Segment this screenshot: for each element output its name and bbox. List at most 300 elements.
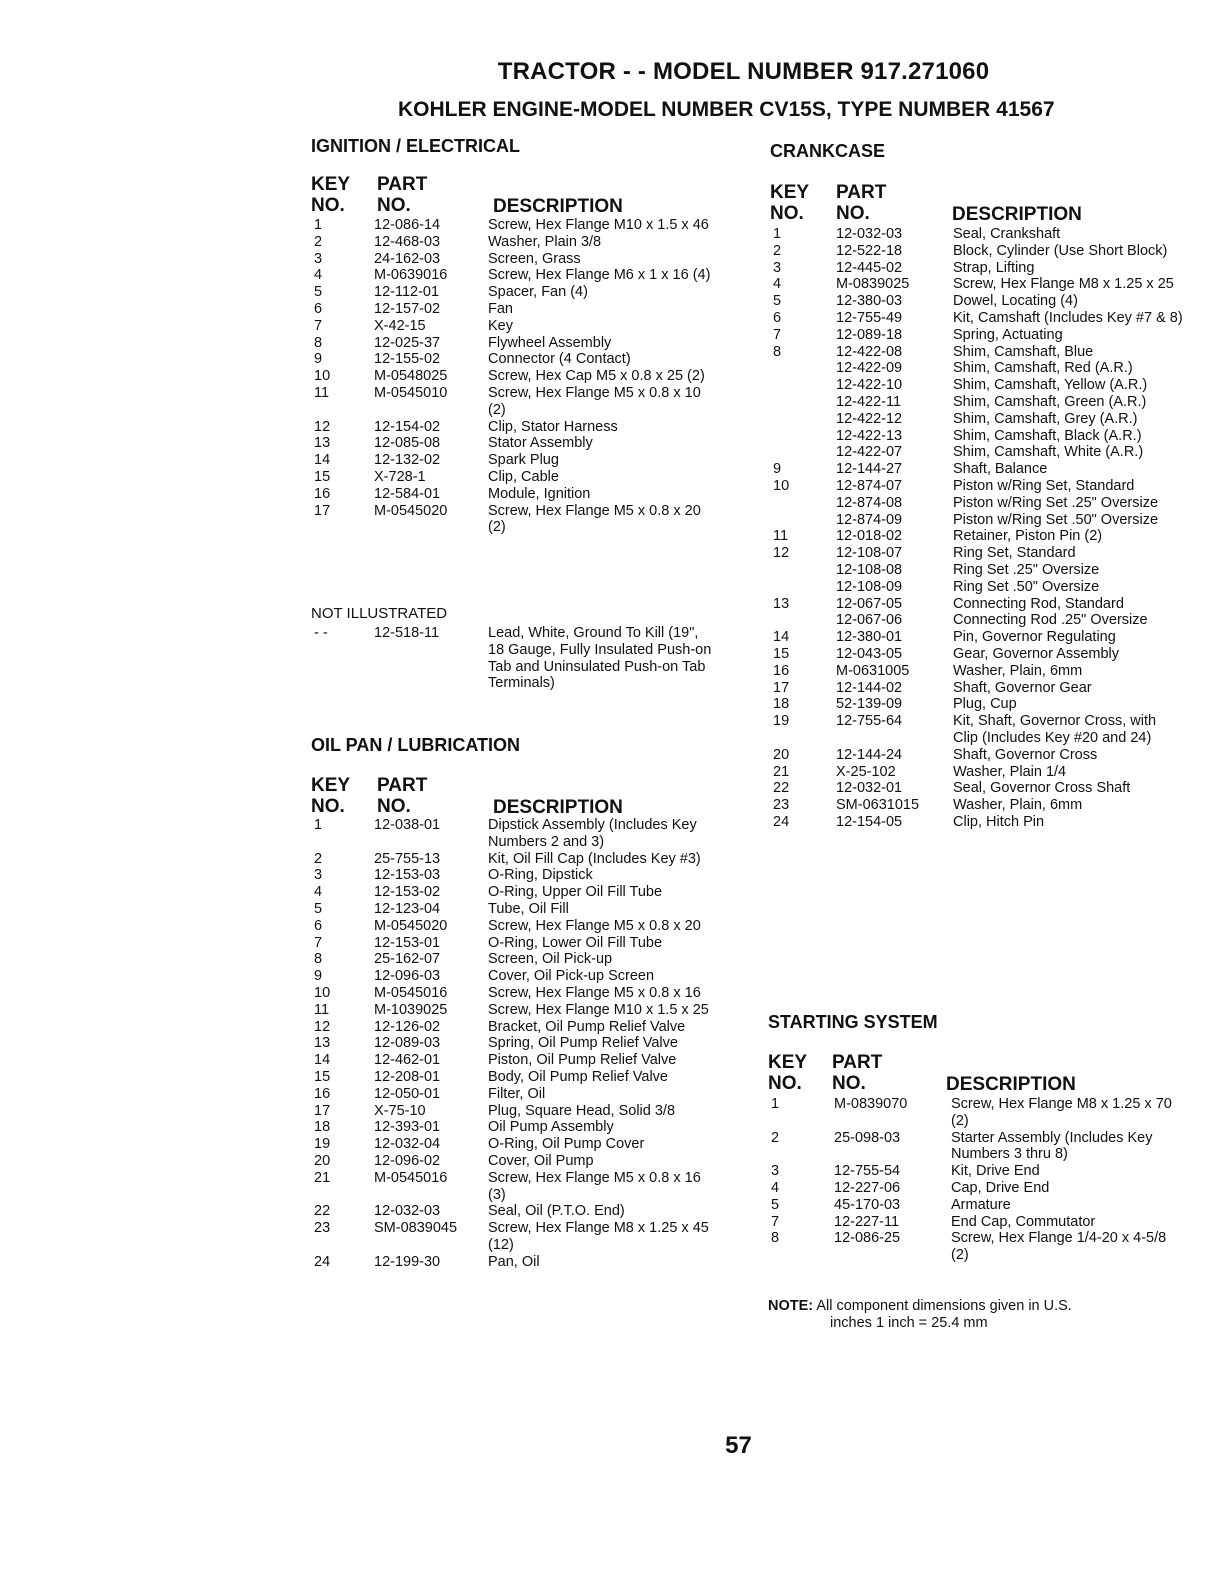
- part-number-cell: 12-144-02: [836, 679, 903, 696]
- part-number-cell: 12-108-08: [836, 561, 903, 578]
- description-cell: Kit, Camshaft (Includes Key #7 & 8): [953, 309, 1183, 326]
- part-number-cell: 12-208-01: [374, 1068, 441, 1085]
- description-cell: Screw, Hex Flange 1/4-20 x 4-5/8 (2): [951, 1230, 1167, 1264]
- part-number-cell: 12-108-07: [836, 545, 903, 562]
- description-cell: Strap, Lifting: [953, 259, 1035, 276]
- table-row: [771, 1096, 1181, 1130]
- part-number-cell: M-0545020: [374, 502, 448, 519]
- part-number-cell: SM-0839045: [374, 1220, 458, 1237]
- key-number-cell: 17: [314, 502, 331, 519]
- key-number-cell: 3: [773, 259, 782, 276]
- page-title: TRACTOR - - MODEL NUMBER 917.271060: [497, 58, 990, 85]
- key-number-cell: 1: [771, 1096, 780, 1112]
- part-number-cell: 12-422-12: [836, 410, 903, 427]
- table-row: [773, 360, 1183, 377]
- table-row: [773, 276, 1183, 293]
- key-header: KEY NO.: [311, 775, 351, 817]
- table-row: [773, 478, 1183, 495]
- key-number-cell: 22: [314, 1203, 331, 1220]
- description-cell: Stator Assembly: [488, 435, 593, 452]
- key-number-cell: 16: [314, 485, 331, 502]
- key-number-cell: 2: [314, 850, 323, 867]
- key-number-cell: [773, 411, 836, 428]
- part-number-cell: 12-038-01: [374, 817, 441, 833]
- description-cell: Dowel, Locating (4): [953, 293, 1078, 310]
- oilpan-parts-table: [314, 817, 714, 1271]
- part-number-cell: 12-123-04: [374, 900, 441, 917]
- part-number-cell: 12-032-03: [374, 1203, 441, 1220]
- part-number-cell: X-75-10: [374, 1102, 426, 1119]
- part-number-cell: 12-155-02: [374, 351, 441, 368]
- part-number-cell: 12-227-06: [834, 1179, 901, 1196]
- description-cell: Pin, Governor Regulating: [953, 629, 1116, 646]
- key-number-cell: 1: [314, 217, 323, 233]
- key-number-cell: 6: [773, 309, 782, 326]
- key-number-cell: 7: [314, 934, 323, 951]
- description-cell: Cover, Oil Pick-up Screen: [488, 968, 655, 985]
- description-cell: Cover, Oil Pump: [488, 1152, 594, 1169]
- table-row: [771, 1130, 1181, 1164]
- key-number-cell: 22: [773, 780, 790, 797]
- table-row: [773, 764, 1183, 781]
- table-row: [771, 1197, 1181, 1214]
- description-cell: Screw, Hex Flange M5 x 0.8 x 10 (2): [488, 384, 701, 418]
- key-number-cell: 24: [773, 813, 790, 830]
- description-cell: Clip, Cable: [488, 468, 559, 485]
- key-number-cell: [773, 512, 836, 529]
- part-number-cell: 12-755-54: [834, 1163, 901, 1180]
- key-number-cell: 6: [314, 300, 323, 317]
- key-number-cell: 14: [314, 1052, 331, 1069]
- description-cell: Kit, Oil Fill Cap (Includes Key #3): [488, 850, 701, 867]
- part-number-cell: M-0545010: [374, 384, 448, 401]
- key-number-cell: 13: [773, 595, 790, 612]
- key-number-cell: 14: [314, 452, 331, 469]
- description-cell: Screw, Hex Flange M10 x 1.5 x 25: [488, 1001, 709, 1018]
- table-row: [773, 310, 1183, 327]
- key-number-cell: 7: [314, 317, 323, 334]
- key-number-cell: 3: [771, 1163, 780, 1180]
- table-row: [314, 1153, 714, 1170]
- key-number-cell: [773, 394, 836, 411]
- key-number-cell: 13: [314, 435, 331, 452]
- part-number-cell: 24-162-03: [374, 250, 441, 267]
- table-row: [773, 226, 1183, 243]
- part-number-cell: 12-086-14: [374, 217, 441, 233]
- key-number-cell: 20: [773, 746, 790, 763]
- part-number-cell: 12-154-05: [836, 813, 903, 830]
- part-number-cell: 12-085-08: [374, 435, 441, 452]
- table-row: [314, 625, 714, 692]
- description-cell: Kit, Drive End: [951, 1163, 1040, 1180]
- part-number-cell: X-42-15: [374, 317, 426, 334]
- part-number-cell: 25-162-07: [374, 951, 441, 968]
- table-row: [773, 243, 1183, 260]
- table-row: [773, 596, 1183, 613]
- table-row: [314, 301, 714, 318]
- key-number-cell: 4: [771, 1179, 780, 1196]
- part-number-cell: 12-089-18: [836, 326, 903, 343]
- part-number-cell: 12-043-05: [836, 645, 903, 662]
- part-number-cell: 12-089-03: [374, 1035, 441, 1052]
- key-number-cell: [773, 377, 836, 394]
- description-cell: Shaft, Balance: [953, 461, 1048, 478]
- description-cell: Piston w/Ring Set .50" Oversize: [953, 511, 1159, 528]
- description-cell: Screw, Hex Flange M5 x 0.8 x 20 (2): [488, 502, 701, 536]
- description-cell: Screw, Hex Flange M8 x 1.25 x 25: [953, 276, 1174, 293]
- table-row: [314, 1136, 714, 1153]
- table-row: [773, 747, 1183, 764]
- key-number-cell: 3: [314, 867, 323, 884]
- key-number-cell: 21: [314, 1169, 331, 1186]
- key-number-cell: 5: [314, 284, 323, 301]
- part-number-cell: M-0545016: [374, 984, 448, 1001]
- part-number-cell: M-0839025: [836, 276, 910, 293]
- part-number-cell: 12-422-10: [836, 377, 903, 394]
- key-number-cell: 4: [773, 276, 782, 293]
- key-number-cell: 11: [314, 1001, 330, 1018]
- key-number-cell: [773, 428, 836, 445]
- key-number-cell: - -: [314, 625, 328, 641]
- not-illustrated-table: [314, 625, 714, 692]
- description-cell: Ring Set, Standard: [953, 545, 1076, 562]
- description-cell: Shaft, Governor Cross: [953, 746, 1098, 763]
- starting-parts-table: [771, 1096, 1181, 1264]
- section-title-oilpan: OIL PAN / LUBRICATION: [311, 735, 520, 755]
- key-number-cell: 20: [314, 1152, 331, 1169]
- description-cell: Screw, Hex Flange M5 x 0.8 x 16 (3): [488, 1169, 701, 1203]
- table-row: [314, 351, 714, 368]
- key-number-cell: 10: [314, 984, 331, 1001]
- part-header: PART NO.: [832, 1052, 883, 1094]
- key-number-cell: 19: [314, 1136, 331, 1153]
- description-cell: End Cap, Commutator: [951, 1213, 1096, 1230]
- key-number-cell: 12: [314, 1018, 331, 1035]
- part-header: PART NO.: [377, 775, 428, 817]
- description-cell: O-Ring, Lower Oil Fill Tube: [488, 934, 663, 951]
- description-cell: Piston w/Ring Set, Standard: [953, 477, 1135, 494]
- part-number-cell: 12-380-03: [836, 293, 903, 310]
- table-row: [314, 884, 714, 901]
- part-number-cell: 12-096-02: [374, 1152, 441, 1169]
- description-cell: Screw, Hex Flange M5 x 0.8 x 20: [488, 917, 701, 934]
- table-row: [773, 663, 1183, 680]
- description-cell: Body, Oil Pump Relief Valve: [488, 1068, 668, 1085]
- part-number-cell: 12-112-01: [374, 284, 440, 301]
- description-cell: Washer, Plain, 6mm: [953, 797, 1083, 814]
- table-row: [773, 780, 1183, 797]
- table-row: [314, 951, 714, 968]
- key-number-cell: 5: [314, 900, 323, 917]
- key-number-cell: 21: [773, 763, 790, 780]
- table-row: [773, 344, 1183, 361]
- description-header: DESCRIPTION: [493, 196, 623, 217]
- description-cell: Shim, Camshaft, Yellow (A.R.): [953, 377, 1148, 394]
- part-number-cell: 12-422-13: [836, 427, 903, 444]
- part-number-cell: 12-755-64: [836, 713, 903, 730]
- part-number-cell: 12-422-08: [836, 343, 903, 360]
- table-row: [314, 901, 714, 918]
- part-number-cell: 12-380-01: [836, 629, 903, 646]
- section-title-crankcase: CRANKCASE: [770, 141, 886, 161]
- part-number-cell: SM-0631015: [836, 797, 920, 814]
- part-number-cell: 12-422-09: [836, 360, 903, 377]
- part-number-cell: M-0631005: [836, 662, 910, 679]
- key-number-cell: 9: [314, 968, 323, 985]
- table-row: [771, 1180, 1181, 1197]
- part-number-cell: 12-050-01: [374, 1085, 441, 1102]
- description-cell: Screw, Hex Flange M8 x 1.25 x 70 (2): [951, 1096, 1172, 1129]
- description-cell: Plug, Square Head, Solid 3/8: [488, 1102, 676, 1119]
- key-number-cell: [773, 579, 836, 596]
- table-row: [314, 1002, 714, 1019]
- crankcase-parts-table: [773, 226, 1183, 831]
- key-number-cell: 10: [314, 368, 331, 385]
- part-number-cell: X-728-1: [374, 468, 426, 485]
- key-number-cell: 16: [773, 662, 790, 679]
- table-row: [771, 1214, 1181, 1231]
- description-cell: Spacer, Fan (4): [488, 284, 588, 301]
- key-number-cell: [773, 360, 836, 377]
- description-cell: Clip, Stator Harness: [488, 418, 618, 435]
- part-number-cell: 12-096-03: [374, 968, 441, 985]
- table-row: [773, 680, 1183, 697]
- key-number-cell: 17: [314, 1102, 331, 1119]
- description-cell: Key: [488, 317, 513, 334]
- table-row: [314, 1086, 714, 1103]
- table-row: [314, 1119, 714, 1136]
- key-number-cell: 16: [314, 1085, 331, 1102]
- description-cell: Shim, Camshaft, Green (A.R.): [953, 393, 1147, 410]
- part-number-cell: 12-144-24: [836, 746, 903, 763]
- description-cell: Piston, Oil Pump Relief Valve: [488, 1052, 677, 1069]
- description-cell: Bracket, Oil Pump Relief Valve: [488, 1018, 686, 1035]
- table-row: [314, 918, 714, 935]
- table-row: [773, 562, 1183, 579]
- note-label: NOTE:: [768, 1298, 814, 1314]
- key-number-cell: 2: [773, 242, 782, 259]
- table-row: [314, 368, 714, 385]
- key-number-cell: [773, 495, 836, 512]
- part-number-cell: 12-132-02: [374, 452, 441, 469]
- table-row: [773, 579, 1183, 596]
- table-row: [314, 1220, 714, 1254]
- part-number-cell: 12-393-01: [374, 1119, 441, 1136]
- table-row: [773, 377, 1183, 394]
- part-number-cell: 12-153-03: [374, 867, 441, 884]
- part-number-cell: 12-032-03: [836, 226, 903, 242]
- table-row: [773, 528, 1183, 545]
- description-cell: Lead, White, Ground To Kill (19", 18 Gauge, Fully Insulated Push-on Tab and Uninsulated Push-on Tab Terminals): [488, 625, 712, 692]
- table-row: [314, 1052, 714, 1069]
- description-cell: Washer, Plain 1/4: [953, 763, 1067, 780]
- part-number-cell: M-1039025: [374, 1001, 448, 1018]
- part-number-cell: 12-422-11: [836, 393, 902, 410]
- part-number-cell: 12-126-02: [374, 1018, 441, 1035]
- table-row: [314, 452, 714, 469]
- table-row: [773, 327, 1183, 344]
- description-cell: Flywheel Assembly: [488, 334, 612, 351]
- table-row: [314, 419, 714, 436]
- table-row: [314, 985, 714, 1002]
- description-cell: Shim, Camshaft, White (A.R.): [953, 444, 1144, 461]
- part-number-cell: 45-170-03: [834, 1196, 901, 1213]
- key-number-cell: 11: [773, 528, 789, 545]
- table-row: [773, 293, 1183, 310]
- description-cell: Fan: [488, 300, 513, 317]
- key-number-cell: 8: [771, 1230, 780, 1247]
- description-cell: O-Ring, Upper Oil Fill Tube: [488, 884, 663, 901]
- description-cell: Plug, Cup: [953, 696, 1017, 713]
- description-cell: Seal, Oil (P.T.O. End): [488, 1203, 625, 1220]
- description-cell: Seal, Crankshaft: [953, 226, 1061, 242]
- key-number-cell: 12: [314, 418, 331, 435]
- table-row: [314, 935, 714, 952]
- part-number-cell: 12-025-37: [374, 334, 441, 351]
- description-cell: Dipstick Assembly (Includes Key Numbers 2 and 3): [488, 817, 697, 850]
- key-number-cell: 7: [773, 326, 782, 343]
- table-row: [314, 486, 714, 503]
- table-row: [773, 512, 1183, 529]
- key-number-cell: 13: [314, 1035, 331, 1052]
- table-row: [314, 1069, 714, 1086]
- description-cell: Cap, Drive End: [951, 1179, 1050, 1196]
- key-number-cell: 9: [773, 461, 782, 478]
- table-row: [773, 428, 1183, 445]
- description-cell: Oil Pump Assembly: [488, 1119, 614, 1136]
- table-row: [314, 335, 714, 352]
- table-row: [773, 646, 1183, 663]
- part-number-cell: 52-139-09: [836, 696, 903, 713]
- key-number-cell: 15: [314, 468, 331, 485]
- description-header: DESCRIPTION: [952, 204, 1082, 225]
- table-row: [314, 251, 714, 268]
- key-number-cell: 17: [773, 679, 790, 696]
- description-cell: Gear, Governor Assembly: [953, 645, 1120, 662]
- table-row: [314, 1203, 714, 1220]
- part-number-cell: 25-755-13: [374, 850, 441, 867]
- part-number-cell: 12-755-49: [836, 309, 903, 326]
- table-row: [314, 385, 714, 419]
- part-number-cell: 12-518-11: [374, 625, 440, 641]
- part-number-cell: 12-067-05: [836, 595, 903, 612]
- table-row: [773, 545, 1183, 562]
- engine-subtitle: KOHLER ENGINE-MODEL NUMBER CV15S, TYPE NUMBER 41567: [398, 98, 1055, 121]
- key-number-cell: [773, 612, 836, 629]
- description-cell: Screw, Hex Cap M5 x 0.8 x 25 (2): [488, 368, 705, 385]
- description-cell: Piston w/Ring Set .25" Oversize: [953, 494, 1159, 511]
- key-number-cell: 8: [314, 334, 323, 351]
- part-number-cell: 25-098-03: [834, 1129, 901, 1146]
- table-row: [314, 1019, 714, 1036]
- description-header: DESCRIPTION: [946, 1074, 1076, 1095]
- part-number-cell: M-0639016: [374, 267, 448, 284]
- key-number-cell: 3: [314, 250, 323, 267]
- key-header: KEY NO.: [311, 174, 351, 216]
- description-cell: Module, Ignition: [488, 485, 591, 502]
- part-number-cell: 12-086-25: [834, 1230, 901, 1247]
- description-cell: Screw, Hex Flange M5 x 0.8 x 16: [488, 984, 701, 1001]
- key-number-cell: [773, 444, 836, 461]
- table-row: [773, 814, 1183, 831]
- table-row: [773, 260, 1183, 277]
- description-cell: Shim, Camshaft, Black (A.R.): [953, 427, 1142, 444]
- description-cell: Retainer, Piston Pin (2): [953, 528, 1103, 545]
- description-cell: Washer, Plain, 6mm: [953, 662, 1083, 679]
- table-row: [314, 817, 714, 851]
- table-row: [314, 234, 714, 251]
- table-row: [773, 461, 1183, 478]
- table-row: [773, 797, 1183, 814]
- table-row: [771, 1230, 1181, 1264]
- key-number-cell: 24: [314, 1253, 331, 1270]
- table-row: [773, 612, 1183, 629]
- description-cell: Tube, Oil Fill: [488, 900, 569, 917]
- part-number-cell: 12-032-04: [374, 1136, 441, 1153]
- note: [768, 1298, 1072, 1332]
- part-number-cell: 12-874-07: [836, 477, 903, 494]
- description-cell: Screw, Hex Flange M6 x 1 x 16 (4): [488, 267, 711, 284]
- part-number-cell: 12-157-02: [374, 300, 441, 317]
- description-cell: Spring, Actuating: [953, 326, 1063, 343]
- part-header: PART NO.: [836, 182, 887, 224]
- ignition-parts-table: [314, 217, 714, 536]
- part-number-cell: 12-422-07: [836, 444, 903, 461]
- part-number-cell: 12-874-08: [836, 494, 903, 511]
- description-cell: Shim, Camshaft, Blue: [953, 343, 1094, 360]
- key-number-cell: 18: [314, 1119, 331, 1136]
- table-row: [773, 713, 1183, 747]
- description-cell: O-Ring, Dipstick: [488, 867, 593, 884]
- description-cell: Starter Assembly (Includes Key Numbers 3 thru 8): [951, 1129, 1153, 1163]
- key-number-cell: [773, 562, 836, 579]
- description-cell: Block, Cylinder (Use Short Block): [953, 242, 1168, 259]
- part-number-cell: 12-445-02: [836, 259, 903, 276]
- key-number-cell: 8: [314, 951, 323, 968]
- part-number-cell: 12-462-01: [374, 1052, 441, 1069]
- note-line2: inches 1 inch = 25.4 mm: [830, 1314, 988, 1331]
- description-cell: Shim, Camshaft, Red (A.R.): [953, 360, 1133, 377]
- part-number-cell: 12-199-30: [374, 1253, 441, 1270]
- description-cell: Screw, Hex Flange M10 x 1.5 x 46: [488, 217, 709, 233]
- key-number-cell: 2: [771, 1129, 780, 1146]
- key-header: KEY NO.: [768, 1052, 808, 1094]
- description-cell: O-Ring, Oil Pump Cover: [488, 1136, 645, 1153]
- description-cell: Pan, Oil: [488, 1253, 540, 1270]
- description-cell: Screen, Oil Pick-up: [488, 951, 613, 968]
- table-row: [773, 495, 1183, 512]
- part-number-cell: 12-522-18: [836, 242, 903, 259]
- table-row: [314, 968, 714, 985]
- key-number-cell: 4: [314, 884, 323, 901]
- description-cell: Spring, Oil Pump Relief Valve: [488, 1035, 678, 1052]
- part-number-cell: 12-018-02: [836, 528, 903, 545]
- key-number-cell: 2: [314, 233, 323, 250]
- description-cell: Armature: [951, 1196, 1011, 1213]
- description-cell: Clip, Hitch Pin: [953, 813, 1045, 830]
- description-cell: Seal, Governor Cross Shaft: [953, 780, 1131, 797]
- table-row: [773, 444, 1183, 461]
- key-number-cell: 1: [314, 817, 323, 833]
- key-number-cell: 23: [314, 1220, 331, 1237]
- part-number-cell: 12-154-02: [374, 418, 441, 435]
- key-number-cell: 9: [314, 351, 323, 368]
- part-number-cell: 12-468-03: [374, 233, 441, 250]
- table-row: [773, 629, 1183, 646]
- part-number-cell: X-25-102: [836, 763, 896, 780]
- part-number-cell: M-0545016: [374, 1169, 448, 1186]
- table-row: [314, 284, 714, 301]
